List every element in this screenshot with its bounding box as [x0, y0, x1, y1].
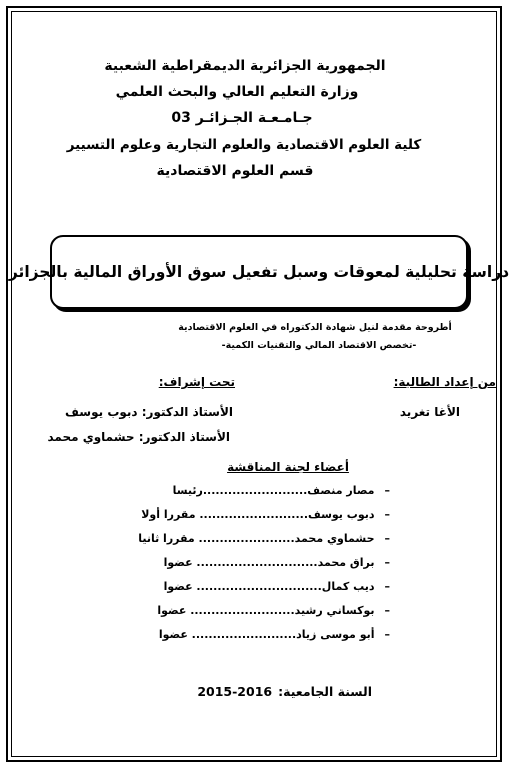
committee-member: –بوكساني رشيد......................... عضوا — [157, 604, 390, 617]
supervisor-2: الأستاذ الدكتور: حشماوي محمد — [47, 430, 230, 444]
committee-member: –ديب كمال.............................. عضوا — [163, 580, 390, 593]
committee-member: –مصار منصف.........................رئيسا — [172, 484, 390, 497]
committee-member: –براق محمد............................. عضوا — [163, 556, 390, 569]
student-name: الأغا تغريد — [399, 405, 460, 419]
academic-year-label: السنة الجامعية: — [278, 684, 372, 699]
faculty-heading: كلية العلوم الاقتصادية والعلوم التجارية وعلوم التسيير — [66, 137, 422, 153]
department-heading: قسم العلوم الاقتصادية — [156, 163, 314, 179]
supervision-label: تحت إشراف: — [158, 375, 235, 389]
thesis-subtitle: أطروحة مقدمة لنيل شهادة الدكتوراه في العلوم الاقتصادية — [178, 322, 452, 333]
committee-member: –حشماوي محمد....................... مقررا ثانيا — [138, 532, 390, 545]
committee-label: أعضاء لجنة المناقشة — [227, 460, 349, 474]
thesis-specialty: -تخصص الاقتصاد المالي والتقنيات الكمية- — [221, 340, 417, 351]
ministry-heading: وزارة التعليم العالي والبحث العلمي — [115, 84, 359, 100]
republic-heading: الجمهورية الجزائرية الديمقراطية الشعبية — [104, 58, 386, 74]
academic-year — [197, 684, 372, 699]
committee-member: –أبو موسى زياد......................... عضوا — [158, 628, 390, 641]
academic-year-value: 2015-2016 — [197, 684, 273, 699]
university-heading: جـامـعـة الجـزائـر 03 — [171, 110, 313, 126]
thesis-title: دراسة تحليلية لمعوقات وسبل تفعيل سوق الأوراق المالية بالجزائر — [8, 263, 510, 281]
prepared-by-label: من إعداد الطالبة: — [393, 375, 496, 389]
committee-member: –دبوب يوسف.......................... مقررا أولا — [141, 508, 390, 521]
thesis-title-box — [8, 235, 510, 309]
supervisor-1: الأستاذ الدكتور: دبوب يوسف — [65, 405, 233, 419]
